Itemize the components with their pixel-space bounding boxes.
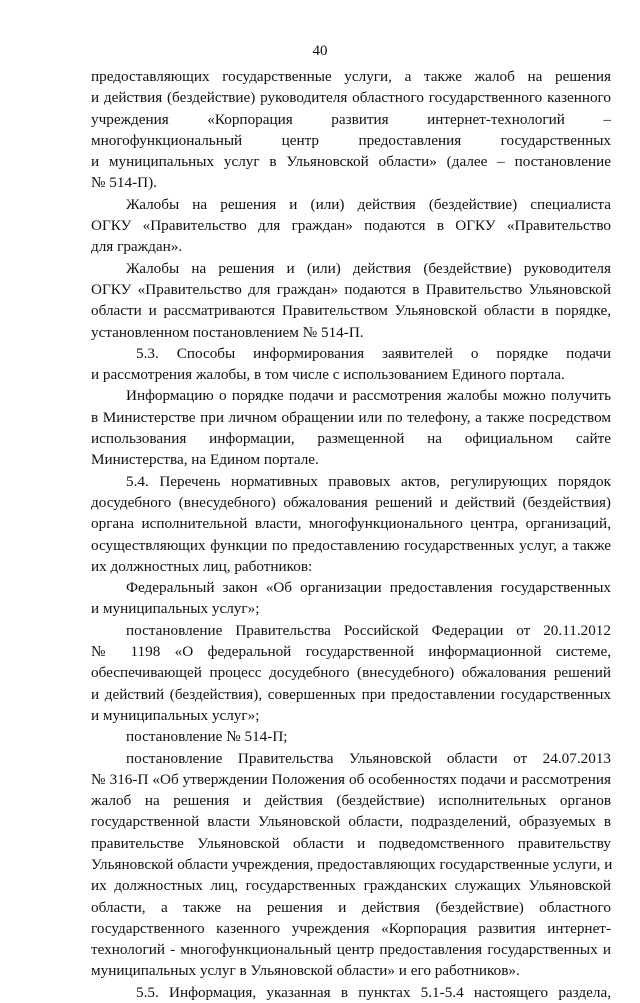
text-line: учреждения «Корпорация развития интернет-технологий – — [91, 110, 611, 128]
text-line: ОГКУ «Правительство для граждан» подаются в ОГКУ «Правительство — [91, 217, 611, 235]
text-line: осуществляющих функции по предоставлению государственных услуг, а также — [91, 536, 611, 554]
text-line: Министерства, на Едином портале. — [91, 451, 319, 469]
text-line: предоставляющих государственные услуги, а также жалоб на решения — [91, 68, 611, 85]
text-line: постановление Правительства Российской Федерации от 20.11.2012 — [126, 621, 611, 639]
text-line: № 1198 «О федеральной государственной информационной системе, — [91, 643, 611, 661]
text-line: органа исполнительной власти, многофункционального центра, организаций, — [91, 515, 611, 533]
text-line: и рассмотрения жалобы, в том числе с использованием Единого портала. — [91, 366, 565, 384]
text-line: постановление Правительства Ульяновской области от 24.07.2013 — [126, 749, 611, 767]
text-line: обеспечивающей процесс досудебного (внесудебного) обжалования решений — [91, 664, 611, 682]
text-line: 5.5. Информация, указанная в пунктах 5.1-5.4 настоящего раздела, — [136, 983, 611, 1001]
text-line: и муниципальных услуг»; — [91, 600, 260, 618]
text-line: муниципальных услуг в Ульяновской области» и его работников». — [91, 962, 520, 980]
text-line: досудебного (внесудебного) обжалования решений и действий (бездействия) — [91, 493, 611, 511]
text-line: Федеральный закон «Об организации предоставления государственных — [126, 579, 611, 597]
text-line: области, а также на решения и действия (бездействие) областного — [91, 898, 611, 916]
text-line: Жалобы на решения и (или) действия (бездействие) специалиста — [126, 195, 611, 213]
text-line: установленном постановлением № 514-П. — [91, 323, 364, 341]
body-text — [91, 66, 611, 1003]
text-line: многофункциональный центр предоставления государственных — [91, 131, 611, 149]
text-line: для граждан». — [91, 238, 183, 256]
text-line: Информацию о порядке подачи и рассмотрения жалобы можно получить — [126, 387, 611, 405]
text-line: и действий (бездействия), совершенных при предоставлении государственных — [91, 685, 611, 703]
text-line: № 316-П «Об утверждении Положения об особенностях подачи и рассмотрения — [91, 770, 611, 788]
text-line: их должностных лиц, работников: — [91, 557, 313, 575]
text-line: Жалобы на решения и (или) действия (бездействие) руководителя — [126, 259, 611, 277]
text-line: использования информации, размещенной на официальном сайте — [91, 430, 611, 448]
text-line: и муниципальных услуг в Ульяновской области» (далее – постановление — [91, 153, 611, 171]
text-line: 5.4. Перечень нормативных правовых актов, регулирующих порядок — [126, 472, 611, 490]
text-line: и муниципальных услуг»; — [91, 706, 260, 724]
text-line: правительстве Ульяновской области и подведомственного правительству — [91, 834, 611, 852]
text-line: и действия (бездействие) руководителя областного государственного казенного — [91, 89, 611, 107]
text-line: ОГКУ «Правительство для граждан» подаются в Правительство Ульяновской — [91, 280, 611, 298]
text-line: в Министерстве при личном обращении или по телефону, а также посредством — [91, 408, 611, 426]
text-line: государственной власти Ульяновской области, подразделений, образуемых в — [91, 813, 611, 831]
text-line: 5.3. Способы информирования заявителей о порядке подачи — [136, 344, 611, 362]
text-line: государственного казенного учреждения «Корпорация развития интернет- — [91, 919, 611, 937]
text-line: Ульяновской области учреждения, предоставляющих государственные услуги, и — [91, 855, 613, 873]
page-number: 40 — [312, 43, 328, 59]
text-line: № 514-П). — [91, 174, 157, 192]
text-line: жалоб на решения и действия (бездействие) исполнительных органов — [91, 792, 611, 810]
text-line: технологий - многофункциональный центр предоставления государственных и — [91, 941, 611, 959]
text-line: их должностных лиц, государственных гражданских служащих Ульяновской — [91, 877, 611, 895]
text-line: области и рассматриваются Правительством Ульяновской области в порядке, — [91, 302, 611, 320]
text-line: постановление № 514-П; — [126, 728, 288, 746]
